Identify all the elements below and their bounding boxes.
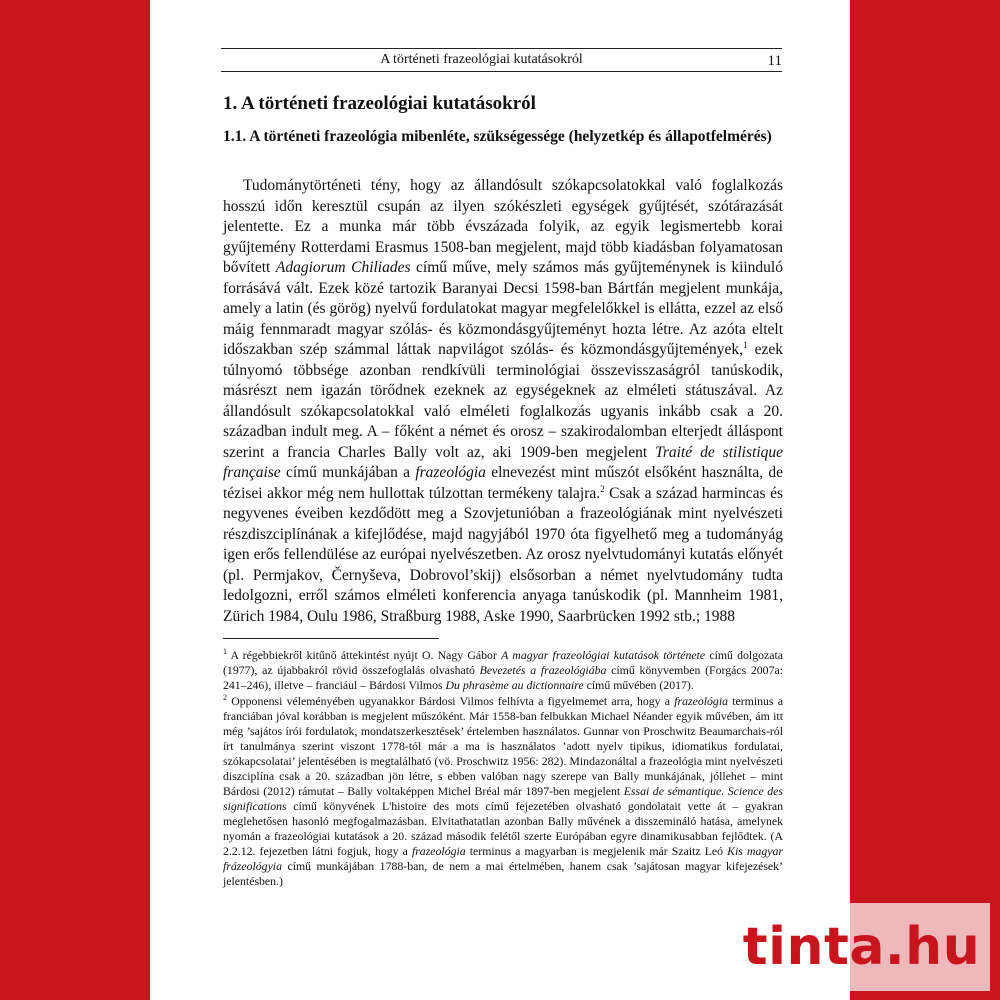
footnote-divider <box>223 638 439 639</box>
text-run: című művében (2017). <box>583 678 694 692</box>
text-run: ezek túlnyomó többsége azonban rendkívüli terminológiai összevisszaságról tanúskodik, másrészt nem igazán törődnek ezeknek az egységeknek az elméleti státuszával. Az állandósult szókapcsolatokkal való elméleti foglalkozás ugyanis inkább csak a 20. században indult meg. A – főként a német és orosz – szakirodalomban elterjedt álláspont szerint a francia Charles Bally volt az, aki 1909-ben megjelent <box>223 341 784 461</box>
section-title: 1.1. A történeti frazeológia mibenléte, szükségessége (helyzetkép és állapotfelmérés) <box>223 128 772 145</box>
footnote-ref-1[interactable]: 1 <box>743 339 748 350</box>
book-page <box>150 0 850 1000</box>
text-run: című munkájában 1788-ban, de nem a mai értelmében, hanem csak ’sajátosan magyar kifejezések’ jelentésben.) <box>223 859 783 888</box>
text-run: című könyvének L'histoire des mots című fejezetében olvasható gondolatait vette át – gyakran meglehetősen hasonló megfogalmazásban. Elvitathatatlan azonban Bally művének a disszemináló hatása, amelynek nyomán a frazeológiai kutatások a 20. század második felétől szerte Európában egyre dinamikusabban fejlődtek. (A 2.2.12. fejezetben látni fogjuk, hogy a <box>223 799 783 858</box>
italic-title: Traité de stilistique française <box>223 443 784 481</box>
watermark-logo <box>733 903 990 991</box>
text-run: Opponensi véleményében ugyanakkor Bárdosi Vilmos felhívta a figyelmemet arra, hogy a <box>227 694 675 708</box>
text-run: A régebbiekről kitűnő áttekintést nyújt O. Nagy Gábor <box>227 648 502 662</box>
text-run: című műve, mely számos más gyűjteménynek is kiinduló forrásává vált. Ezek közé tartozik Baranyai Decsi 1598-ban Bártfán megjelent munkája, amely a latin (és görög) nyelvű fordulatokat magyar megfelelőkkel is ellátta, ezzel az első máig fennmaradt magyar szólás- és közmondásgyűjteményt hozta létre. Az azóta eltelt időszakban szép számmal láttak napvilágot szólás- és közmondásgyűjtemények, <box>223 259 783 358</box>
body-paragraph <box>223 176 783 627</box>
running-header <box>221 48 782 72</box>
body-text <box>223 176 783 627</box>
italic-title: Bevezetés a frazeológiába <box>479 663 607 677</box>
italic-term: frazeológia <box>674 694 728 708</box>
text-run: Csak a század harmincas és negyvenes éveiben kezdődött meg a Szovjetunióban a frazeológiának mint nyelvészeti részdiszciplínának a kifejlődése, majd nagyjából 1970 óta figyelhető meg a tudományág igen erős fellendülése az európai nyelvészetben. Az orosz nyelvtudományi kutatás előnyét (pl. Permjakov, Černyševa, Dobrovol’skij) elsősorban a német nyelvtudomány tudta ledolgozni, erről számos elméleti konferencia anyaga tanúskodik (pl. Mannheim 1981, Zürich 1984, Oulu 1986, Straßburg 1988, Aske 1990, Saarbrücken 1992 stb.; 1988 <box>223 484 783 625</box>
italic-title: Adagiorum Chiliades <box>275 259 411 276</box>
text-run: Tudománytörténeti tény, hogy az állandósult szókapcsolatokkal való foglalkozás hosszú időn keresztül csupán az ilyen szókészleti egységek gyűjtését, szótárazását jelentette. Ez a munka már több évszázada folyik, az egyik legismertebb korai gyűjtemény Rotterdami Erasmus 1508-ban megjelent, majd több kiadásban folyamatosan bővített <box>223 177 783 276</box>
watermark-text: tinta.hu <box>742 917 981 977</box>
text-run: terminus a magyarban is megjelenik már Szaitz Leó <box>465 844 728 858</box>
text-run: terminus a franciában jóval korábban is megjelent műszóként. Már 1558-ban felbukkan Michael Néander egyik művében, ám itt még ’sajátos írói fordulatok, mondatszerkesztések’ értelemben használatos. Gunnar von Proschwitz Beaumarchais-ról írt tanulmánya szerint viszont 1778-tól már a ma is használatos ’adott nyelv tipikus, idiomatikus fordulatai, szókapcsolatai’ jelentésében is megtalálható (vö. Proschwitz 1956: 282). Mindazonáltal a frazeológia mint nyelvészeti diszciplína csak a 20. században jön létre, s ebben valóban nagy szerepe van Bally munkájának, jóllehet – mint Bárdosi (2012) rámutat – Bally voltaképpen Michel Bréal már 1897-ben megjelent <box>223 694 783 798</box>
footnote-number: 1 <box>223 647 227 657</box>
footnote-ref-2[interactable]: 2 <box>600 483 605 494</box>
italic-term: frazeológia <box>411 844 466 858</box>
text-run: című dolgozata (1977), az újabbakról rövid összefoglalás olvasható <box>223 648 783 677</box>
italic-title: A magyar frazeológiai kutatások története <box>501 648 706 662</box>
text-run: elnevezést mint műszót elsőként használta, de tézisei akkor még nem hullottak túlzottan termékeny talajra. <box>223 464 783 502</box>
italic-title: Du phrasème au dictionnaire <box>445 678 584 692</box>
italic-title: Kis magyar frázeológyia <box>223 844 783 873</box>
italic-term: frazeológia <box>415 464 486 481</box>
page-number: 11 <box>767 53 782 69</box>
chapter-title: 1. A történeti frazeológiai kutatásokról <box>223 93 536 114</box>
footnote-1 <box>223 648 783 693</box>
footnote-number: 2 <box>223 693 227 703</box>
footnote-2 <box>223 694 783 889</box>
text-run: című munkájában a <box>280 464 416 481</box>
footnotes <box>223 648 783 889</box>
italic-title: Essai de sémantique. Science des significations <box>223 784 783 813</box>
text-run: című könyvemben (Forgács 2007a: 241–246), illetve – franciául – Bárdosi Vilmos <box>223 663 783 692</box>
running-title: A történeti frazeológiai kutatásokról <box>380 52 583 67</box>
